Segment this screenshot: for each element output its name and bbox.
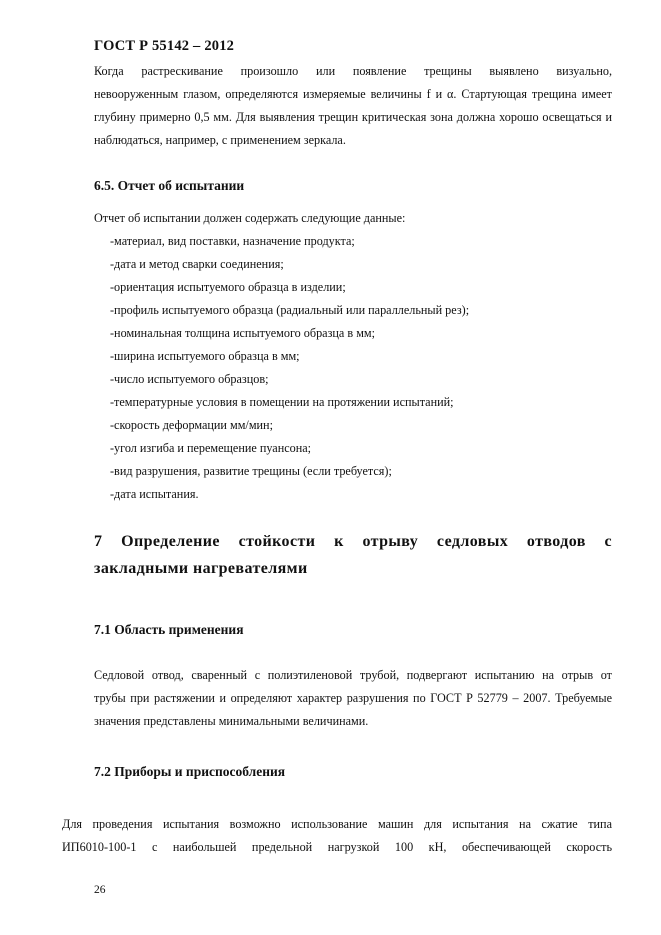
intro-line-3: глубину примерно 0,5 мм. Для выявления трещин критическая зона должна хорошо освещаться и [94, 110, 612, 124]
section-7-1-line-1: Седловой отвод, сваренный с полиэтиленовой трубой, подвергают испытанию на отрыв от [94, 668, 612, 682]
report-item: -ориентация испытуемого образца в изделии; [110, 280, 346, 294]
section-7-2-line-2: ИП6010-100-1 с наибольшей предельной нагрузкой 100 кН, обеспечивающей скорость [62, 840, 612, 854]
report-item: -угол изгиба и перемещение пуансона; [110, 441, 312, 455]
report-item: -дата испытания. [110, 487, 199, 501]
report-lead-text: Отчет об испытании должен содержать следующие данные: [94, 211, 406, 225]
report-item: -скорость деформации мм/мин; [110, 418, 273, 432]
report-item: -температурные условия в помещении на протяжении испытаний; [110, 395, 454, 409]
section-7-1-paragraph [94, 664, 612, 733]
section-7-1-heading: 7.1 Область применения [94, 622, 244, 637]
section-7-1-line-3: значения представлены минимальными величинами. [94, 714, 369, 728]
page-number: 26 [94, 884, 106, 896]
section-7-2-paragraph [62, 813, 612, 859]
intro-line-4: наблюдаться, например, с применением зеркала. [94, 133, 346, 147]
section-6-5-heading: 6.5. Отчет об испытании [94, 178, 245, 193]
report-item: -номинальная толщина испытуемого образца в мм; [110, 326, 375, 340]
report-item: -дата и метод сварки соединения; [110, 257, 284, 271]
intro-line-1: Когда растрескивание произошло или появление трещины выявлено визуально, [94, 64, 612, 78]
section-7-2-line-1: Для проведения испытания возможно использование машин для испытания на сжатие типа [62, 817, 612, 831]
report-item: -материал, вид поставки, назначение продукта; [110, 234, 355, 248]
report-item: -вид разрушения, развитие трещины (если требуется); [110, 464, 392, 478]
report-item: -профиль испытуемого образца (радиальный или параллельный рез); [110, 303, 470, 317]
section-7-heading-line-1: 7 Определение стойкости к отрыву седловых отводов с [94, 533, 612, 550]
section-7-heading-line-2: закладными нагревателями [94, 560, 308, 577]
intro-paragraph [94, 60, 612, 152]
report-item: -число испытуемого образцов; [110, 372, 269, 386]
document-code-header: ГОСТ Р 55142 – 2012 [94, 38, 235, 54]
section-7-2-heading: 7.2 Приборы и приспособления [94, 764, 286, 779]
section-7-1-line-2: трубы при растяжении и определяют характер разрушения по ГОСТ Р 52779 – 2007. Требуемые [94, 691, 612, 705]
intro-line-2: невооруженным глазом, определяются измеряемые величины f и α. Стартующая трещина имеет [94, 87, 612, 101]
report-item: -ширина испытуемого образца в мм; [110, 349, 300, 363]
section-7-heading [94, 533, 612, 578]
